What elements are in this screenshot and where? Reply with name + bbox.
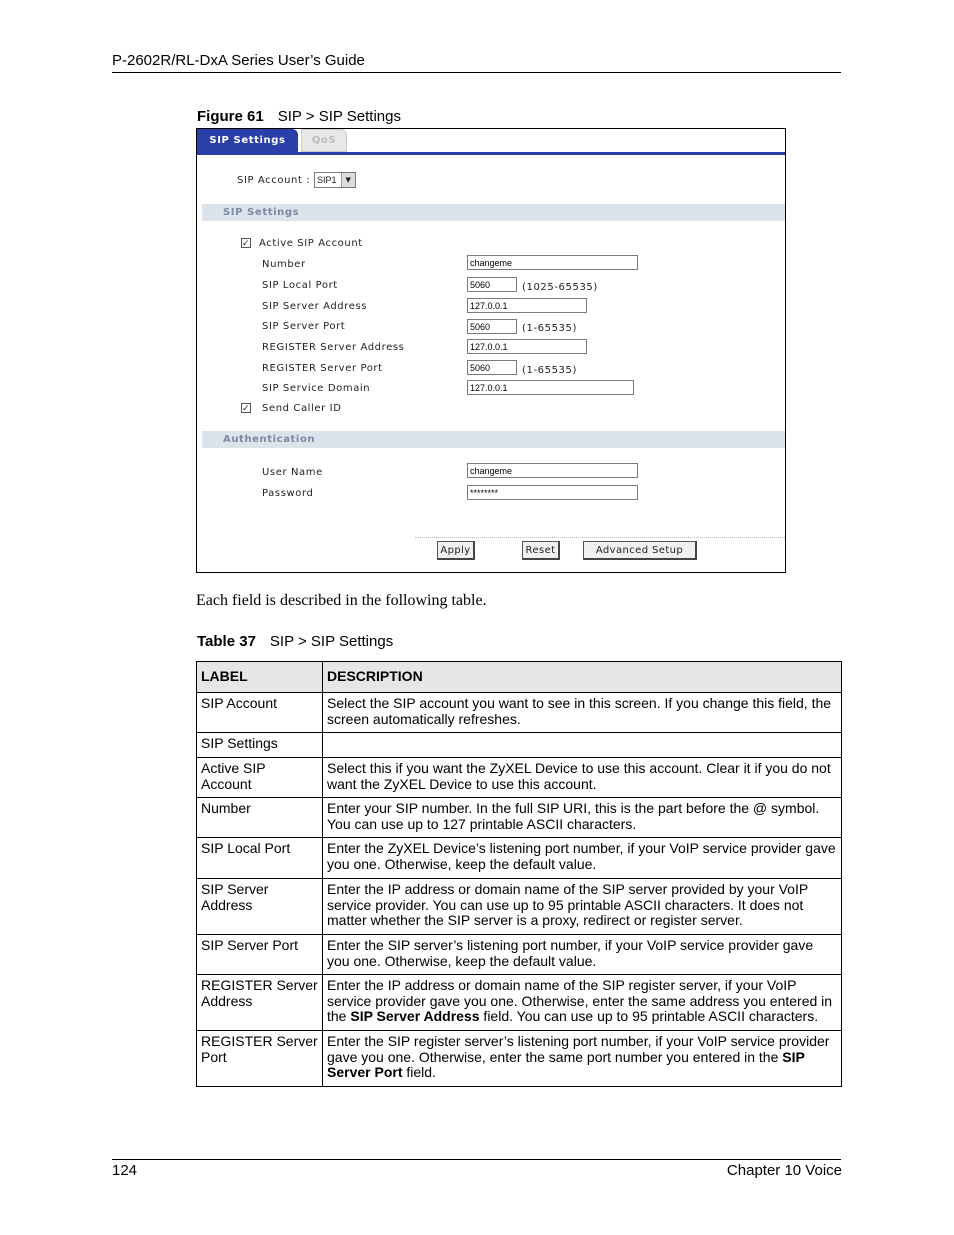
table-header-row xyxy=(197,662,842,693)
row-description-bold: SIP Server Address xyxy=(350,1008,480,1024)
section-authentication: Authentication xyxy=(202,431,785,448)
table-label: Table 37 xyxy=(197,633,256,650)
table-row xyxy=(197,879,842,935)
sip-server-port-field[interactable]: 5060 xyxy=(467,319,517,334)
row-label: SIP Server Port xyxy=(197,935,323,975)
table-row xyxy=(197,693,842,733)
sip-server-port-label: SIP Server Port xyxy=(262,321,346,332)
active-sip-checkbox[interactable]: ✓ xyxy=(242,239,251,249)
active-sip-label: Active SIP Account xyxy=(259,238,363,249)
row-description-text: field. xyxy=(402,1064,436,1080)
row-description-text: Enter the SIP register server’s listening port number, if your VoIP service provider gave you one. Otherwise, enter the same port number you entered in the xyxy=(327,1033,830,1065)
table-caption xyxy=(197,633,393,650)
row-label: REGISTER Server Port xyxy=(197,1031,323,1087)
table-title: SIP > SIP Settings xyxy=(269,633,394,650)
footer-rule xyxy=(112,1159,841,1160)
number-field[interactable]: changeme xyxy=(467,255,638,270)
sip-account-select[interactable] xyxy=(314,172,356,188)
header-rule xyxy=(112,72,841,73)
row-description: Enter your SIP number. In the full SIP URI, this is the part before the @ symbol. You can use up to 127 printable ASCII characters. xyxy=(323,798,842,838)
sip-settings-screenshot xyxy=(196,128,786,573)
apply-button[interactable]: Apply xyxy=(437,541,475,560)
table-row xyxy=(197,758,842,798)
header-title: P-2602R/RL-DxA Series User’s Guide xyxy=(112,52,365,69)
row-label: Number xyxy=(197,798,323,838)
row-label: Active SIP Account xyxy=(197,758,323,798)
figure-title: SIP > SIP Settings xyxy=(277,108,401,125)
table-row xyxy=(197,838,842,879)
sip-account-value: SIP1 xyxy=(317,175,337,185)
row-description-bold: SIP Server Port xyxy=(327,1048,805,1080)
row-description-text: Enter the IP address or domain name of the SIP register server, if your VoIP service provider gave you one. Otherwise, enter the same address you entered in the xyxy=(327,977,833,1024)
sip-server-address-label: SIP Server Address xyxy=(262,301,368,312)
page-number: 124 xyxy=(112,1162,138,1179)
sip-account-label: SIP Account : xyxy=(237,175,311,186)
row-label: SIP Account xyxy=(197,693,323,733)
tab-sip-settings[interactable]: SIP Settings xyxy=(197,129,298,152)
sip-local-port-range: (1025-65535) xyxy=(522,282,598,293)
register-server-port-field[interactable]: 5060 xyxy=(467,360,517,375)
password-field[interactable]: ******** xyxy=(467,485,638,500)
description-table xyxy=(196,661,842,1087)
table-row xyxy=(197,935,842,975)
header-label: LABEL xyxy=(197,662,323,693)
row-description: Enter the IP address or domain name of the SIP server provided by your VoIP service provider. You can use up to 95 printable ASCII characters. It does not matter whether the SIP server is a proxy, redirect or register server. xyxy=(323,879,842,935)
chevron-down-icon[interactable]: ▼ xyxy=(341,173,355,187)
header-description: DESCRIPTION xyxy=(323,662,842,693)
send-caller-id-checkbox[interactable]: ✓ xyxy=(242,404,251,414)
table-row xyxy=(197,975,842,1031)
advanced-setup-button[interactable]: Advanced Setup xyxy=(583,541,697,560)
row-description: Enter the ZyXEL Device’s listening port number, if your VoIP service provider gave you one. Otherwise, keep the default value. xyxy=(323,838,842,879)
table-row xyxy=(197,798,842,838)
section-sip-settings: SIP Settings xyxy=(202,204,785,221)
tab-underline xyxy=(197,152,785,155)
intro-text: Each field is described in the following table. xyxy=(196,592,487,609)
number-label: Number xyxy=(262,259,306,270)
password-label: Password xyxy=(262,488,314,499)
chapter-title: Chapter 10 Voice xyxy=(726,1162,842,1179)
row-label: REGISTER Server Address xyxy=(197,975,323,1031)
register-server-port-range: (1-65535) xyxy=(522,365,577,376)
row-description xyxy=(323,1031,842,1087)
user-name-label: User Name xyxy=(262,467,323,478)
figure-caption xyxy=(197,108,401,125)
sip-server-address-field[interactable]: 127.0.0.1 xyxy=(467,298,587,313)
send-caller-id-label: Send Caller ID xyxy=(262,403,342,414)
sip-server-port-range: (1-65535) xyxy=(522,323,577,334)
row-description xyxy=(323,975,842,1031)
sip-local-port-label: SIP Local Port xyxy=(262,280,338,291)
button-divider xyxy=(415,537,785,538)
reset-button[interactable]: Reset xyxy=(522,541,560,560)
register-server-address-field[interactable]: 127.0.0.1 xyxy=(467,339,587,354)
table-row xyxy=(197,1031,842,1087)
row-description: Select the SIP account you want to see in this screen. If you change this field, the screen automatically refreshes. xyxy=(323,693,842,733)
register-server-port-label: REGISTER Server Port xyxy=(262,363,383,374)
sip-service-domain-field[interactable]: 127.0.0.1 xyxy=(467,380,634,395)
row-description: Select this if you want the ZyXEL Device to use this account. Clear it if you do not want the ZyXEL Device to use this account. xyxy=(323,758,842,798)
user-name-field[interactable]: changeme xyxy=(467,463,638,478)
row-label: SIP Server Address xyxy=(197,879,323,935)
figure-label: Figure 61 xyxy=(197,108,264,125)
row-label: SIP Settings xyxy=(197,733,323,758)
sip-service-domain-label: SIP Service Domain xyxy=(262,383,371,394)
row-description xyxy=(323,733,842,758)
sip-local-port-field[interactable]: 5060 xyxy=(467,277,517,292)
row-label: SIP Local Port xyxy=(197,838,323,879)
row-description-text: field. You can use up to 95 printable ASCII characters. xyxy=(479,1008,819,1024)
register-server-address-label: REGISTER Server Address xyxy=(262,342,405,353)
row-description: Enter the SIP server’s listening port number, if your VoIP service provider gave you one. Otherwise, keep the default value. xyxy=(323,935,842,975)
tab-qos[interactable]: QoS xyxy=(301,129,347,152)
table-row xyxy=(197,733,842,758)
